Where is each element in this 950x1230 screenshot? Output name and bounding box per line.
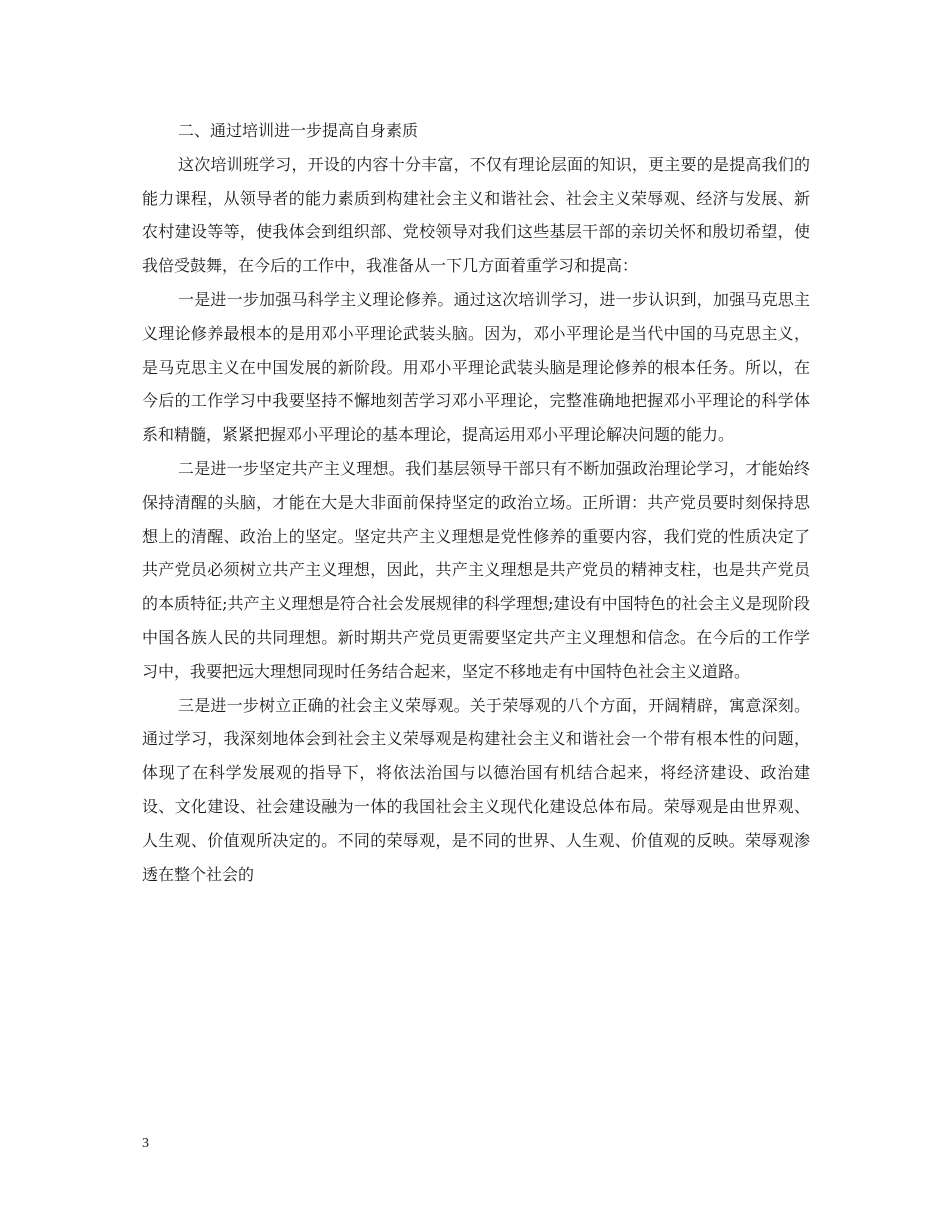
document-body bbox=[142, 114, 810, 891]
paragraph-honor: 三是进一步树立正确的社会主义荣辱观。关于荣辱观的八个方面，开阔精辟，寓意深刻。通过学习，我深刻地体会到社会主义荣辱观是构建社会主义和谐社会一个带有根本性的问题，体现了在科学发展观的指导下，将依法治国与以德治国有机结合起来，将经济建设、政治建设、文化建设、社会建设融为一体的我国社会主义现代化建设总体布局。荣辱观是由世界观、人生观、价值观所决定的。不同的荣辱观，是不同的世界、人生观、价值观的反映。荣辱观渗透在整个社会的 bbox=[142, 695, 810, 884]
paragraph-theory: 一是进一步加强马科学主义理论修养。通过这次培训学习，进一步认识到，加强马克思主义理论修养最根本的是用邓小平理论武装头脑。因为，邓小平理论是当代中国的马克思主义，是马克思主义在中国发展的新阶段。用邓小平理论武装头脑是理论修养的根本任务。所以，在今后的工作学习中我要坚持不懈地刻苦学习邓小平理论，完整准确地把握邓小平理论的科学体系和精髓，紧紧把握邓小平理论的基本理论，提高运用邓小平理论解决问题的能力。 bbox=[142, 289, 810, 445]
section-heading: 二、通过培训进一步提高自身素质 bbox=[178, 121, 419, 140]
paragraph-ideal: 二是进一步坚定共产主义理想。我们基层领导干部只有不断加强政治理论学习，才能始终保持清醒的头脑，才能在大是大非面前保持坚定的政治立场。正所谓：共产党员要时刻保持思想上的清醒、政治上的坚定。坚定共产主义理想是党性修养的重要内容，我们党的性质决定了共产党员必须树立共产主义理想，因此，共产主义理想是共产党员的精神支柱，也是共产党员的本质特征;共产主义理想是符合社会发展规律的科学理想;建设有中国特色的社会主义是现阶段中国各族人民的共同理想。新时期共产党员更需要坚定共产主义理想和信念。在今后的工作学习中，我要把远大理想同现时任务结合起来，坚定不移地走有中国特色社会主义道路。 bbox=[142, 458, 810, 681]
page-number: 3 bbox=[142, 1136, 149, 1151]
paragraph-intro: 这次培训班学习，开设的内容十分丰富，不仅有理论层面的知识，更主要的是提高我们的能力课程，从领导者的能力素质到构建社会主义和谐社会、社会主义荣辱观、经济与发展、新农村建设等等，使我体会到组织部、党校领导对我们这些基层干部的亲切关怀和殷切希望，使我倍受鼓舞，在今后的工作中，我准备从一下几方面着重学习和提高： bbox=[142, 154, 810, 276]
